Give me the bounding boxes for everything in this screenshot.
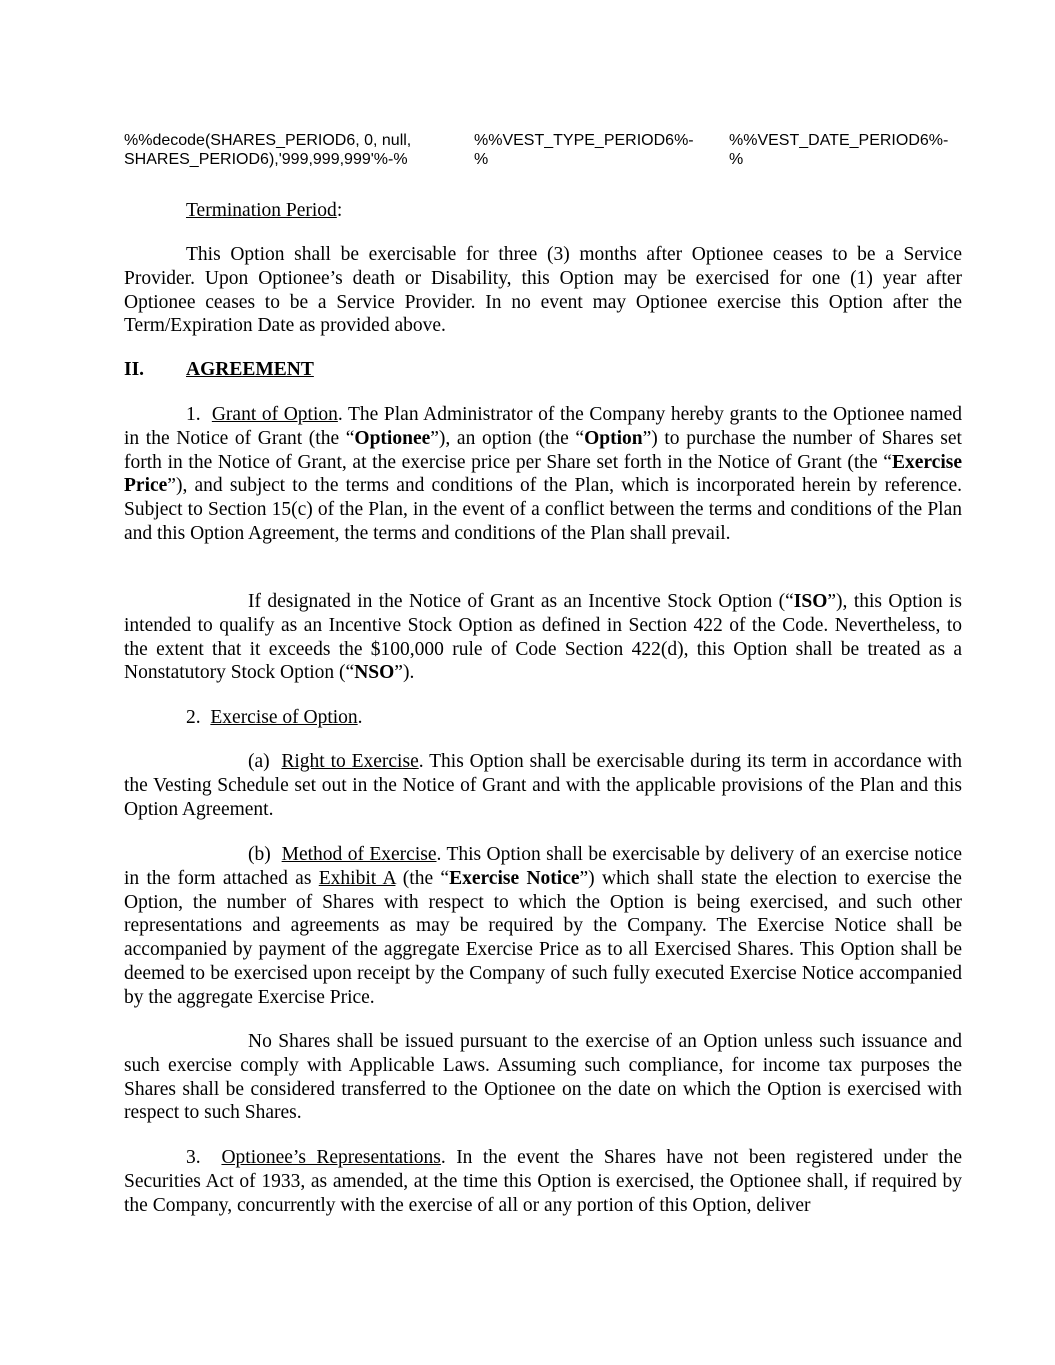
no-shares-paragraph: No Shares shall be issued pursuant to the exercise of an Option unless such issuance and such exercise comply with Applicable Laws. Assuming such compliance, for income tax purposes the Shares shall be considered transferred to the Optionee on the date on which the Option is exercised with respect to such Shares. [124,1031,962,1124]
iso-paragraph: If designated in the Notice of Grant as an Incentive Stock Option (“ISO”), this Option is intended to qualify as an Incentive Stock Option as defined in Section 422 of the Code. Nevertheless, to the extent that it exceeds the $100,000 rule of Code Section 422(d), this Option shall be treated as a Nonstatutory Stock Option (“NSO”). [124,591,962,684]
vest-type-cell: %%VEST_TYPE_PERIOD6%- % [474,132,694,168]
method-of-exercise-paragraph: (b) Method of Exercise. This Option shall be exercisable by delivery of an exercise notice in the form attached as Exhibit A (the “Exercise Notice”) which shall state the election to exercise the Option, the number of Shares with respect to which the Option is being exercised, and such other representations and agreements as may be required by the Company. The Exercise Notice shall be accompanied by payment of the aggregate Exercise Price as to all Exercised Shares. This Option shall be deemed to be exercised upon receipt by the Company of such fully executed Exercise Notice accompanied by the aggregate Exercise Price. [124,844,963,1008]
exercise-of-option-heading: 2. Exercise of Option. [186,707,363,728]
grant-of-option-paragraph: 1. Grant of Option. The Plan Administrator of the Company hereby grants to the Optionee named in the Notice of Grant (the “Optionee”), an option (the “Option”) to purchase the number of Shares set forth in the Notice of Grant, at the exercise price per Share set forth in the Notice of Grant (the “Exercise Price”), and subject to the terms and conditions of the Plan, which is incorporated herein by reference. Subject to Section 15(c) of the Plan, in the event of a conflict between the terms and conditions of the Plan and this Option Agreement, the terms and conditions of the Plan shall prevail. [124,404,963,544]
right-to-exercise-paragraph: (a) Right to Exercise. This Option shall be exercisable during its term in accordance with the Vesting Schedule set out in the Notice of Grant and with the applicable provisions of the Plan and this Option Agreement. [124,751,963,820]
termination-paragraph: This Option shall be exercisable for three (3) months after Optionee ceases to be a Service Provider. Upon Optionee’s death or Disability, this Option may be exercised for one (1) year after Optionee ceases to be a Service Provider. In no event may Optionee exercise this Option after the Term/Expiration Date as provided above. [124,244,962,337]
vest-date-cell: %%VEST_DATE_PERIOD6%- % [729,132,949,168]
section-heading-agreement: II. AGREEMENT [124,359,314,380]
termination-heading: Termination Period: [186,200,343,221]
exhibit-a-reference: Exhibit A [318,867,396,889]
optionee-representations-paragraph: 3. Optionee’s Representations. In the event the Shares have not been registered under the Securities Act of 1933, as amended, at the time this Option is exercised, the Optionee shall, if required by the Company, concurrently with the exercise of all or any portion of this Option, deliver [124,1147,963,1216]
vest-shares-cell: %%decode(SHARES_PERIOD6, 0, null, SHARES_PERIOD6),'999,999,999'%-% [124,132,412,168]
